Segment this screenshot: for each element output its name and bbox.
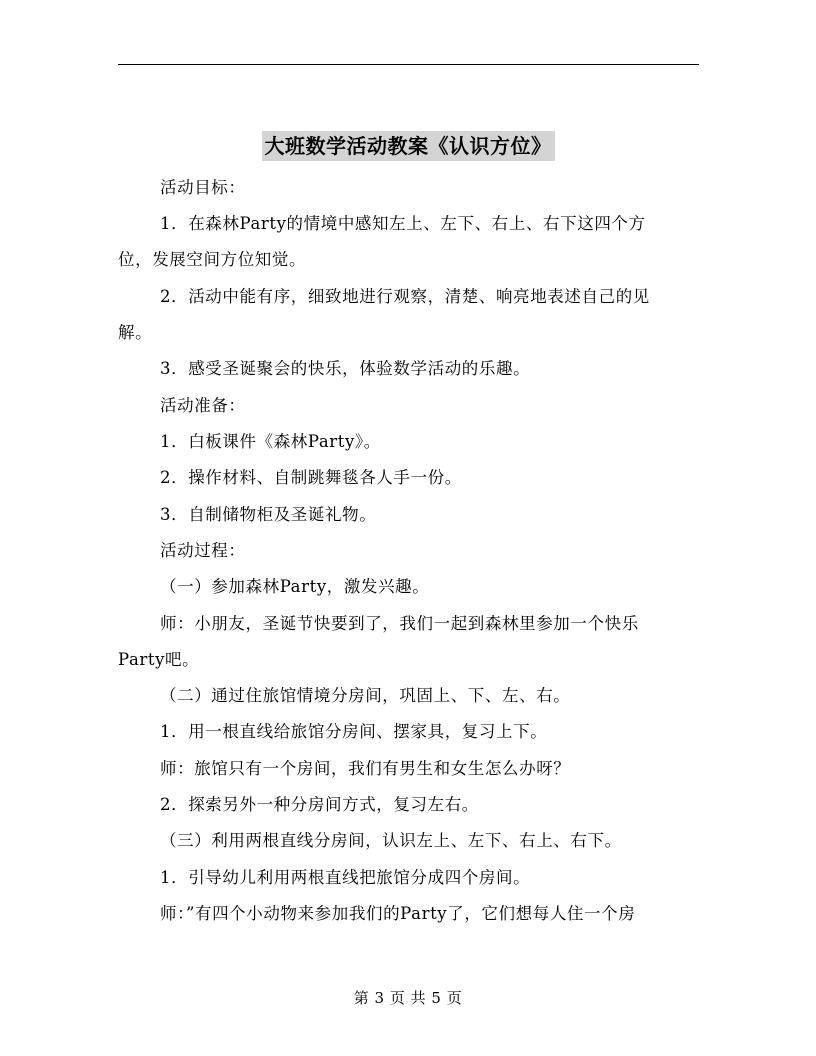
paragraph-step-1: （一）参加森林Party，激发兴趣。 (160, 577, 430, 596)
paragraph-step-2: （二）通过住旅馆情境分房间，巩固上、下、左、右。 (160, 686, 571, 705)
page-footer: 第 3 页 共 5 页 (353, 989, 463, 1007)
paragraph-goal-1: 1．在森林Party的情境中感知左上、左下、右上、右下这四个方 (160, 214, 646, 233)
paragraph-goal-1-cont: 位，发展空间方位知觉。 (118, 250, 307, 269)
paragraph-prep-3: 3．自制储物柜及圣诞礼物。 (160, 505, 377, 524)
paragraph-goal-2: 2．活动中能有序，细致地进行观察，清楚、响亮地表述自己的见 (160, 287, 650, 306)
section-heading-process: 活动过程： (160, 541, 246, 560)
paragraph-prep-1: 1．白板课件《森林Party》。 (160, 432, 381, 451)
paragraph-goal-3: 3．感受圣诞聚会的快乐，体验数学活动的乐趣。 (160, 359, 531, 378)
paragraph-step-2-2: 2．探索另外一种分房间方式，复习左右。 (160, 795, 479, 814)
section-heading-goals: 活动目标： (160, 178, 246, 197)
paragraph-teacher-1: 师：小朋友，圣诞节快要到了，我们一起到森林里参加一个快乐 (160, 614, 639, 633)
paragraph-step-2-1: 1．用一根直线给旅馆分房间、摆家具，复习上下。 (160, 722, 548, 741)
paragraph-goal-2-cont: 解。 (118, 323, 153, 342)
paragraph-teacher-3: 师：”有四个小动物来参加我们的Party了，它们想每人住一个房 (160, 904, 636, 923)
paragraph-teacher-2: 师：旅馆只有一个房间，我们有男生和女生怎么办呀？ (160, 759, 571, 778)
paragraph-prep-2: 2．操作材料、自制跳舞毯各人手一份。 (160, 468, 462, 487)
title-wrap (0, 131, 816, 161)
section-heading-preparation: 活动准备： (160, 396, 246, 415)
document-title: 大班数学活动教案《认识方位》 (262, 131, 555, 161)
header-rule (118, 64, 699, 65)
paragraph-teacher-1-cont: Party吧。 (118, 650, 200, 669)
paragraph-step-3-1: 1．引导幼儿利用两根直线把旅馆分成四个房间。 (160, 868, 531, 887)
paragraph-step-3: （三）利用两根直线分房间，认识左上、左下、右上、右下。 (160, 831, 622, 850)
